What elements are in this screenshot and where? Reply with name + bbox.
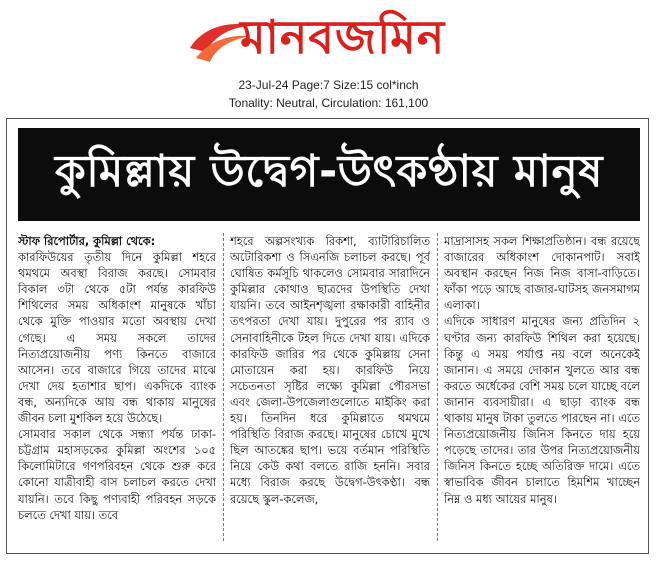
article-headline: কুমিল্লায় উদ্বেগ-উৎকণ্ঠায় মানুষ [54,146,604,197]
article-paragraph: কারফিউয়ের তৃতীয় দিনে কুমিল্লা শহরে থমথমে অবস্থা বিরাজ করছে। সোমবার বিকাল ৩টা থেকে ৫টা পর্যন্ত কারফিউ শিথিলের সময় অধিকাংশ মানুষকে খাঁচা থেকে মুক্তি পাওয়ার মতো অবস্থায় দেখা গেছে। এ সময় সকলে তাদের নিত্যপ্রয়োজনীয় পণ্য কিনতে বাজারে আসেন। তবে বাজারে গিয়ে তাদের মাঝে দেখা দেয় হতাশার ছাপ। একদিকে ব্যাংক বন্ধ, অন্যদিকে আয় বন্ধ থাকায় মানুষের জীবন চলা মুশকিল হয়ে উঠেছে। [18,250,216,426]
article-paragraph: মাদ্রাসাসহ সকল শিক্ষাপ্রতিষ্ঠান। বন্ধ রয়েছে বাজারের অধিকাংশ দোকানপাট। সবাই অবস্থান করছেন নিজ নিজ বাসা-বাড়িতে। ফাঁকা পড়ে আছে বাজার-ঘাটসহ জনসমাগম এলাকা। [444,234,640,313]
article-paragraph: সোমবার সকাল থেকে সন্ধ্যা পর্যন্ত ঢাকা-চট্টগ্রাম মহাসড়কের কুমিল্লা অংশের ১০৫ কিলোমিটারে গণপরিবহন থেকে শুরু করে কোনো যাত্রীবাহী বাস চলাচল করতে দেখা যায়নি। তবে কিছু পণ্যবাহী পরিবহন সড়কে চলতে দেখা যায়। তবে [18,427,216,522]
article-paragraph: এদিকে সাধারণ মানুষের জন্য প্রতিদিন ২ ঘণ্টার জন্য কারফিউ শিথিল করা হয়েছে। কিন্তু এ সময় পর্যাপ্ত নয় বলে অনেকেই জানান। এ সময়ে দোকান খুলতে আর বন্ধ করতে অর্ধেকের বেশি সময় চলে যাচ্ছে বলে জানান ব্যবসায়ীরা। এ ছাড়া ব্যাংক বন্ধ থাকায় মানুষ টাকা তুলতে পারছেন না। এতে নিত্যপ্রয়োজনীয় জিনিস কিনতে দায় হয়ে পড়েছে তাদের। তার উপর নিত্যপ্রয়োজনীয় জিনিস কিনতে হচ্ছে অতিরিক্ত দামে। এতে স্বাভাবিক জীবন চালাতে হিমশিম খাচ্ছেন নিম্ন ও মধ্য আয়ের মানুষ। [444,314,640,506]
article-byline: স্টাফ রিপোর্টার, কুমিল্লা থেকে: [18,234,156,248]
article-column-1 [18,233,216,547]
clipping-meta-tonality: Tonality: Neutral, Circulation: 161,100 [228,96,429,110]
headline-banner [18,128,640,221]
article-paragraph: শহরে অল্পসংখ্যক রিকশা, ব্যাটারিচালিত অটোরিকশা ও সিএনজি চলাচল করছে। পূর্ব ঘোষিত কর্মসূচি থাকলেও সোমবার সারাদিনে কুমিল্লার কোথাও ছাত্রদের উপস্থিতি দেখা যায়নি। তবে আইনশৃঙ্খলা রক্ষাকারী বাহিনীর তৎপরতা দেখা যায়। দুপুরের পর র‌্যাব ও সেনাবাহিনীকে টহল দিতে দেখা যায়। এদিকে কারফিউ জারির পর থেকে কুমিল্লায় সেনা মোতায়েন করা হয়। কারফিউ নিয়ে সচেতনতা সৃষ্টির লক্ষ্যে কুমিল্লা পৌরসভা এবং জেলা-উপজেলাগুলোতে মাইকিং করা হয়। তিনদিন ধরে কুমিল্লাতে থমথমে পরিস্থিতি বিরাজ করছে। মানুষের চোখে মুখে ছিল আতঙ্কের ছাপ। ভয়ে বর্তমান পরিস্থিতি নিয়ে কেউ কথা বলতে রাজি হননি। সবার মধ্যে বিরাজ করছে উদ্বেগ-উৎকণ্ঠা। বন্ধ রয়েছে স্কুল-কলেজ, [230,234,430,506]
newspaper-logo [188,6,478,72]
column-divider [223,233,224,541]
clipping-meta-date: 23-Jul-24 Page:7 Size:15 col*inch [238,78,419,92]
article-column-2 [230,233,430,547]
article-body [18,233,640,547]
article-column-3 [444,233,640,547]
column-divider [437,233,438,541]
newspaper-name: মানবজমিন [240,10,446,64]
masthead [0,0,657,118]
article-clipping [6,118,649,554]
